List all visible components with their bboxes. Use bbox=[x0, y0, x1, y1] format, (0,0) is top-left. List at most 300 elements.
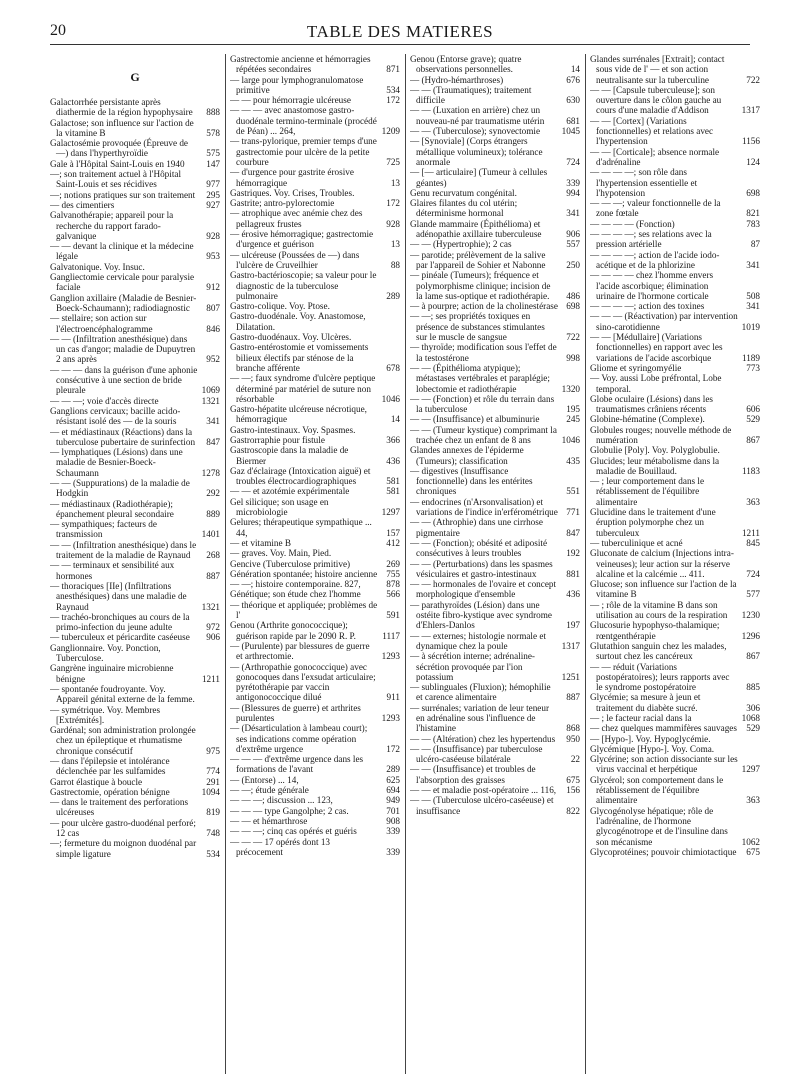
index-entry-page: 13 bbox=[390, 177, 400, 188]
index-entry-page: 508 bbox=[746, 290, 760, 301]
index-entry-text: Glaires filantes du col utérin; déterminisme hormonal bbox=[410, 198, 518, 219]
index-entry-text: —; notions pratiques sur son traitement bbox=[50, 189, 196, 200]
index-entry-page: 14 bbox=[390, 414, 400, 425]
index-entry-text: — — —; voie d'accès directe bbox=[50, 395, 159, 406]
index-entry bbox=[410, 538, 580, 559]
index-entry-page: 928 bbox=[386, 218, 400, 229]
index-entry-page: 289 bbox=[386, 764, 400, 775]
index-entry-page: 339 bbox=[386, 826, 400, 837]
index-entry-page: 724 bbox=[746, 568, 760, 579]
index-entry-page: 678 bbox=[386, 362, 400, 373]
index-entry bbox=[50, 519, 220, 540]
index-entry-text: — — et maladie post-opératoire ... 116, bbox=[410, 785, 557, 796]
index-entry-text: — — pour hémorragie ulcéreuse bbox=[230, 95, 351, 106]
index-entry-text: Genou (Entorse grave); quatre observations personnelles. bbox=[410, 54, 522, 75]
index-entry-text: — et médiastinaux (Réactions) dans la tuberculose pubertaire de surinfection bbox=[50, 426, 196, 447]
index-entry bbox=[50, 406, 220, 427]
index-entry bbox=[50, 272, 220, 293]
index-entry bbox=[230, 342, 400, 373]
index-entry-text: Gardénal; son administration prolongée chez un épileptique et rhumatisme chronique consécutif bbox=[50, 725, 196, 756]
index-entry-text: Globulie [Poly]. Voy. Polyglobulie. bbox=[590, 445, 720, 456]
index-entry-text: — — —; discussion ... 123, bbox=[230, 795, 333, 806]
index-entry-text: — à pourpre; action de la cholinestérase bbox=[410, 301, 558, 312]
index-entry bbox=[50, 447, 220, 478]
index-entry-page: 566 bbox=[386, 589, 400, 600]
index-entry-text: Génération spontanée; histoire ancienne bbox=[230, 568, 378, 579]
index-entry bbox=[230, 208, 400, 229]
index-entry-page: 269 bbox=[386, 558, 400, 569]
index-entry-page: 681 bbox=[566, 115, 580, 126]
index-entry-page: 675 bbox=[746, 846, 760, 857]
index-entry-text: Gastro-entérostomie et vomissements bilieux électifs par sténose de la branche afférente bbox=[230, 342, 369, 373]
index-entry-page: 906 bbox=[206, 632, 220, 643]
index-entry bbox=[410, 136, 580, 167]
index-entry bbox=[230, 589, 400, 599]
index-entry bbox=[50, 159, 220, 169]
index-columns bbox=[50, 54, 760, 1074]
index-entry bbox=[590, 311, 760, 332]
index-entry-text: Glucides; leur métabolisme dans la maladie de Bouillaud. bbox=[590, 455, 720, 476]
index-entry-page: 339 bbox=[566, 177, 580, 188]
index-entry-page: 295 bbox=[206, 189, 220, 200]
index-entry-page: 867 bbox=[746, 434, 760, 445]
index-entry-page: 1019 bbox=[741, 321, 760, 332]
index-entry bbox=[230, 229, 400, 250]
index-entry bbox=[50, 663, 220, 684]
index-entry bbox=[590, 85, 760, 116]
index-entry-page: 847 bbox=[566, 527, 580, 538]
index-entry bbox=[50, 396, 220, 406]
index-entry-page: 341 bbox=[566, 208, 580, 219]
index-entry-text: Gastro-duodénale. Voy. Anastomose, Dilatation. bbox=[230, 311, 366, 332]
index-entry-page: 1045 bbox=[561, 126, 580, 137]
index-entry bbox=[230, 136, 400, 167]
index-entry-page: 1156 bbox=[741, 136, 760, 147]
index-entry-page: 748 bbox=[206, 828, 220, 839]
index-entry bbox=[410, 682, 580, 703]
index-entry bbox=[230, 95, 400, 105]
index-entry bbox=[410, 579, 580, 600]
index-entry-text: Gale à l'Hôpital Saint-Louis en 1940 bbox=[50, 158, 185, 169]
index-entry-text: — — (Infiltration anesthésique) dans un cas d'angor; maladie de Dupuytren 2 ans après bbox=[50, 333, 196, 365]
index-entry-text: — sympathiques; facteurs de transmission bbox=[50, 519, 157, 540]
index-entry-text: — — (Infiltration anesthésique) dans le traitement de la maladie de Raynaud bbox=[50, 539, 197, 561]
index-entry-text: Gangliectomie cervicale pour paralysie faciale bbox=[50, 272, 195, 293]
index-entry-page: 1211 bbox=[201, 673, 220, 684]
index-entry-page: 819 bbox=[206, 807, 220, 818]
index-entry-text: — — — —; son rôle dans l'hypertension essentielle et l'hypotension bbox=[590, 167, 698, 198]
index-entry-text: Glycérine; son action dissociante sur les virus vaccinal et herpétique bbox=[590, 754, 738, 775]
index-entry bbox=[410, 219, 580, 240]
index-entry bbox=[590, 476, 760, 507]
index-entry bbox=[410, 785, 580, 795]
index-entry-page: 630 bbox=[566, 95, 580, 106]
index-column-3 bbox=[410, 54, 580, 1074]
index-entry-text: Galvatonique. Voy. Insuc. bbox=[50, 261, 145, 272]
index-entry-text: — — (Fonction) et rôle du terrain dans la tuberculose bbox=[410, 393, 555, 415]
index-entry-page: 771 bbox=[566, 507, 580, 518]
index-entry-text: — — — —; action des toxines bbox=[590, 301, 705, 312]
index-entry-text: — thoraciques [IIe] (Infiltrations anesthésiques) dans une maladie de Raynaud bbox=[50, 580, 187, 612]
index-entry-page: 1297 bbox=[741, 764, 760, 775]
index-entry-page: 724 bbox=[566, 156, 580, 167]
index-entry-text: — — (Épithélioma atypique); métastases vertébrales et paraplégie; lobectomie et radiothérapie bbox=[410, 362, 550, 394]
index-entry-page: 881 bbox=[566, 568, 580, 579]
index-entry bbox=[50, 210, 220, 241]
index-entry-text: — — terminaux et sensibilité aux hormones bbox=[50, 560, 175, 581]
index-entry-text: Glycérol; son comportement dans le rétablissement de l'équilibre alimentaire bbox=[590, 774, 724, 806]
index-entry-text: —; fermeture du moignon duodénal par simple ligature bbox=[50, 838, 197, 859]
index-entry bbox=[230, 373, 400, 404]
index-entry bbox=[590, 744, 760, 754]
index-entry-page: 972 bbox=[206, 622, 220, 633]
index-entry-page: 534 bbox=[386, 84, 400, 95]
index-entry bbox=[410, 414, 580, 424]
header-rule bbox=[50, 44, 750, 45]
index-entry-text: Glycémique [Hypo-]. Voy. Coma. bbox=[590, 743, 715, 754]
index-entry bbox=[410, 795, 580, 816]
index-entry bbox=[590, 579, 760, 600]
index-entry bbox=[50, 365, 220, 396]
index-entry-text: — — (Traumatiques); traitement difficile bbox=[410, 84, 532, 106]
index-entry bbox=[590, 734, 760, 744]
index-entry bbox=[50, 612, 220, 633]
index-entry-text: Glutathion sanguin chez les malades, surtout chez les cancéreux bbox=[590, 640, 727, 662]
index-entry-page: 575 bbox=[206, 148, 220, 159]
index-entry bbox=[590, 270, 760, 301]
index-entry-text: — médiastinaux (Radiothérapie); épanchement pleural secondaire bbox=[50, 498, 174, 519]
index-entry-text: — — — 17 opérés dont 13 précocement bbox=[230, 836, 331, 857]
index-entry bbox=[50, 478, 220, 499]
index-entry-page: 124 bbox=[746, 156, 760, 167]
index-entry bbox=[50, 169, 220, 190]
index-entry bbox=[230, 662, 400, 703]
index-entry-text: — chez quelques mammifères sauvages bbox=[590, 723, 737, 734]
index-entry bbox=[410, 105, 580, 126]
index-entry-page: 1117 bbox=[382, 630, 400, 641]
index-entry bbox=[50, 725, 220, 756]
index-entry-text: — — devant la clinique et la médecine légale bbox=[50, 241, 194, 262]
index-entry-page: 197 bbox=[566, 620, 580, 631]
index-entry-text: — à sécrétion interne; adrénaline-sécrétion provoquée par l'ion potassium bbox=[410, 651, 535, 682]
index-entry-text: Galactose; son influence sur l'action de la vitamine B bbox=[50, 117, 194, 138]
index-entry-page: 1062 bbox=[741, 836, 760, 847]
index-entry bbox=[410, 75, 580, 85]
index-entry bbox=[590, 641, 760, 662]
index-entry bbox=[410, 764, 580, 785]
index-entry bbox=[50, 499, 220, 520]
index-entry bbox=[230, 486, 400, 496]
index-entry-text: — — [Corticale]; absence normale d'adrénaline bbox=[590, 146, 720, 167]
index-entry-page: 783 bbox=[746, 218, 760, 229]
index-entry-text: Galactosémie provoquée (Épreuve de —) dans l'hyperthyroïdie bbox=[50, 138, 189, 159]
index-entry-page: 1183 bbox=[741, 465, 760, 476]
index-entry-page: 868 bbox=[566, 723, 580, 734]
index-entry-text: — — — type Gangolphe; 2 cas. bbox=[230, 805, 349, 816]
index-entry-page: 606 bbox=[746, 404, 760, 415]
index-entry-text: — — — —; action de l'acide iodo-acétique et de la phlorizine bbox=[590, 249, 720, 270]
index-entry bbox=[230, 404, 400, 425]
index-entry bbox=[590, 301, 760, 311]
index-entry-text: Gastro-colique. Voy. Ptose. bbox=[230, 301, 330, 312]
index-entry-page: 436 bbox=[386, 455, 400, 466]
index-entry bbox=[590, 54, 760, 85]
index-entry-page: 625 bbox=[386, 774, 400, 785]
index-entry-page: 14 bbox=[570, 64, 580, 75]
index-entry bbox=[410, 559, 580, 580]
index-entry bbox=[230, 785, 400, 795]
index-entry bbox=[410, 631, 580, 652]
index-entry bbox=[230, 54, 400, 75]
index-entry-page: 912 bbox=[206, 282, 220, 293]
index-entry-text: — ; rôle de la vitamine B dans son utilisation au cours de la respiration bbox=[590, 599, 728, 621]
index-entry bbox=[590, 806, 760, 847]
index-entry-text: Globules rouges; nouvelle méthode de numération bbox=[590, 424, 732, 445]
index-entry-page: 1069 bbox=[201, 385, 220, 396]
index-entry-page: 1296 bbox=[741, 630, 760, 641]
index-entry bbox=[230, 837, 400, 858]
index-entry-text: — parotide; prélèvement de la salive par l'appareil de Sohier et Nabonne bbox=[410, 249, 546, 270]
index-entry-page: 147 bbox=[206, 158, 220, 169]
section-letter: G bbox=[130, 70, 140, 84]
index-entry bbox=[50, 838, 220, 859]
index-entry bbox=[410, 167, 580, 188]
index-entry-page: 1293 bbox=[381, 651, 400, 662]
index-entry bbox=[590, 548, 760, 579]
index-entry bbox=[50, 190, 220, 200]
index-entry-text: Génétique; son étude chez l'homme bbox=[230, 589, 361, 600]
index-entry-page: 1278 bbox=[201, 467, 220, 478]
index-entry-page: 529 bbox=[746, 723, 760, 734]
index-entry-text: — — [Cortex] (Variations fonctionnelles) et relations avec l'hypertension bbox=[590, 115, 714, 147]
index-entry bbox=[590, 445, 760, 455]
index-entry bbox=[230, 301, 400, 311]
index-entry bbox=[590, 198, 760, 219]
index-entry-text: — — (Insuffisance) par tuberculose ulcéro-caséeuse bilatérale bbox=[410, 743, 543, 765]
index-entry bbox=[410, 54, 580, 75]
index-entry bbox=[590, 332, 760, 363]
index-entry-text: — — (Luxation en arrière) chez un nouveau-né par traumatisme utérin bbox=[410, 105, 545, 126]
index-entry-text: Galvanothérapie; appareil pour la recherche du rapport farado-galvanique bbox=[50, 210, 174, 241]
index-entry-page: 927 bbox=[206, 199, 220, 210]
index-entry-page: 366 bbox=[386, 434, 400, 445]
column-divider bbox=[225, 54, 226, 1074]
index-entry-page: 867 bbox=[746, 651, 760, 662]
index-entry-page: 1046 bbox=[561, 434, 580, 445]
index-entry bbox=[590, 847, 760, 857]
index-entry-page: 1297 bbox=[381, 507, 400, 518]
index-entry-page: 245 bbox=[566, 414, 580, 425]
index-entry-text: — d'urgence pour gastrite érosive hémorragique bbox=[230, 167, 354, 188]
index-entry bbox=[50, 241, 220, 262]
index-entry bbox=[50, 818, 220, 839]
index-entry-page: 192 bbox=[566, 548, 580, 559]
index-entry-text: — lymphatiques (Lésions) dans une maladie de Besnier-Boeck-Schaumann bbox=[50, 447, 183, 478]
index-entry bbox=[230, 332, 400, 342]
index-entry-text: — [Hypo-]. Voy. Hypoglycémie. bbox=[590, 733, 711, 744]
index-entry bbox=[230, 270, 400, 301]
index-entry bbox=[230, 188, 400, 198]
page-title: TABLE DES MATIERES bbox=[306, 22, 494, 41]
index-entry-text: Gastro-intestinaux. Voy. Spasmes. bbox=[230, 424, 356, 435]
index-entry-text: Ganglion axillaire (Maladie de Besnier-Boeck-Schaumann); radiodiagnostic bbox=[50, 292, 197, 313]
index-entry-text: — — (Insuffisance) et albuminurie bbox=[410, 414, 540, 425]
index-entry-text: — (Purulente) par blessures de guerre et arthrectomie. bbox=[230, 640, 370, 662]
index-entry bbox=[410, 497, 580, 518]
index-entry-text: — (Entorse) ... 14, bbox=[230, 774, 299, 785]
index-entry-page: 577 bbox=[746, 589, 760, 600]
index-entry bbox=[410, 198, 580, 219]
index-entry-text: — — (Athrophie) dans une cirrhose pigmentaire bbox=[410, 517, 543, 538]
index-entry-page: 339 bbox=[386, 846, 400, 857]
index-entry-page: 1293 bbox=[381, 713, 400, 723]
index-entry-page: 1317 bbox=[561, 640, 580, 651]
index-entry-page: 1317 bbox=[741, 105, 760, 116]
index-entry bbox=[590, 425, 760, 446]
index-entry bbox=[50, 684, 220, 705]
index-entry-text: — — (Insuffisance) et troubles de l'absorption des graisses bbox=[410, 764, 536, 785]
index-entry-text: — surrénales; variation de leur teneur en adrénaline sous l'influence de l'histamine bbox=[410, 702, 550, 734]
index-entry bbox=[410, 445, 580, 466]
index-entry bbox=[590, 456, 760, 477]
index-entry-text: Gel silicique; son usage en microbiologie bbox=[230, 496, 329, 518]
index-entry bbox=[410, 188, 580, 198]
index-entry-text: — — — — (Fonction) bbox=[590, 218, 675, 229]
index-entry bbox=[410, 703, 580, 734]
index-entry bbox=[230, 435, 400, 445]
index-entry-text: — ; le facteur racial dans la bbox=[590, 713, 692, 723]
index-entry-text: — — — —; ses relations avec la pression artérielle bbox=[590, 229, 712, 250]
index-entry bbox=[50, 777, 220, 787]
index-entry-text: — —; étude générale bbox=[230, 785, 309, 796]
index-entry bbox=[50, 756, 220, 777]
index-entry-page: 156 bbox=[566, 785, 580, 796]
index-entry bbox=[410, 466, 580, 497]
index-entry bbox=[230, 703, 400, 724]
index-entry-page: 887 bbox=[566, 692, 580, 703]
index-entry bbox=[410, 342, 580, 363]
index-entry bbox=[230, 517, 400, 538]
index-entry-page: 698 bbox=[746, 187, 760, 198]
index-entry bbox=[410, 425, 580, 446]
index-entry-text: — — externes; histologie normale et dynamique chez la poule bbox=[410, 630, 546, 651]
index-entry bbox=[230, 620, 400, 641]
index-entry-page: 341 bbox=[746, 301, 760, 312]
index-entry-text: — érosive hémorragique; gastrectomie d'urgence et guérison bbox=[230, 229, 374, 250]
index-entry-page: 675 bbox=[566, 774, 580, 785]
index-entry-page: 268 bbox=[206, 550, 220, 561]
index-entry-text: Ganglionnaire. Voy. Ponction, Tuberculose. bbox=[50, 642, 161, 664]
index-entry-page: 998 bbox=[566, 352, 580, 363]
index-entry-page: 949 bbox=[386, 795, 400, 806]
index-entry-page: 928 bbox=[206, 230, 220, 241]
index-entry-text: — trans-pylorique, premier temps d'une gastrectomie pour ulcère de la petite courbure bbox=[230, 136, 377, 167]
index-entry-page: 821 bbox=[746, 208, 760, 219]
index-entry bbox=[50, 540, 220, 561]
index-entry-page: 722 bbox=[566, 332, 580, 343]
index-entry bbox=[230, 600, 400, 621]
index-entry-page: 994 bbox=[566, 187, 580, 198]
index-entry-page: 578 bbox=[206, 127, 220, 138]
index-entry bbox=[590, 373, 760, 394]
index-entry-text: — pour ulcère gastro-duodénal perforé; 12 cas bbox=[50, 817, 196, 839]
index-column-2 bbox=[230, 54, 400, 1074]
index-entry-page: 557 bbox=[566, 239, 580, 250]
column-divider bbox=[405, 54, 406, 1074]
index-entry-page: 529 bbox=[746, 414, 760, 425]
index-entry-page: 755 bbox=[386, 568, 400, 579]
index-entry bbox=[410, 311, 580, 342]
index-entry-page: 591 bbox=[386, 610, 400, 621]
index-entry-text: — — (Suppurations) de la maladie de Hodgkin bbox=[50, 477, 190, 499]
index-entry bbox=[410, 394, 580, 415]
index-entry-text: — tuberculeux et péricardite caséeuse bbox=[50, 632, 190, 643]
index-entry-page: 306 bbox=[746, 702, 760, 713]
index-entry bbox=[590, 363, 760, 373]
index-entry-page: 22 bbox=[570, 754, 580, 765]
index-entry-page: 87 bbox=[750, 239, 760, 250]
index-entry-page: 88 bbox=[390, 259, 400, 270]
index-entry bbox=[230, 795, 400, 805]
index-entry-text: — —; histoire contemporaine. 827, bbox=[230, 579, 361, 590]
index-entry-page: 953 bbox=[206, 251, 220, 262]
index-entry-text: — digestives (Insuffisance fonctionnelle) dans les entérites chroniques bbox=[410, 465, 533, 497]
index-entry-text: Gliome et syringomyélie bbox=[590, 362, 682, 373]
index-entry bbox=[50, 787, 220, 797]
index-entry-text: — — hormonales de l'ovaire et concept morphologique d'ensemble bbox=[410, 579, 557, 600]
index-entry-text: — (Désarticulation à lambeau court); ses indications comme opération d'extrême urgence bbox=[230, 723, 368, 754]
index-entry-text: — dans l'épilepsie et intolérance déclenchée par les sulfamides bbox=[50, 756, 170, 777]
index-entry bbox=[410, 734, 580, 744]
index-entry bbox=[590, 600, 760, 621]
index-entry-text: — thyroïde; modification sous l'effet de la testostérone bbox=[410, 342, 557, 363]
index-entry bbox=[410, 126, 580, 136]
index-entry bbox=[410, 517, 580, 538]
index-entry-page: 1401 bbox=[201, 529, 220, 540]
index-entry-page: 1251 bbox=[561, 671, 580, 682]
index-entry-text: — endocrines (n'Arsonvalisation) et variations de l'indice in'erférométrique bbox=[410, 496, 558, 518]
index-entry-text: — — — avec anastomose gastro-duodénale termino-terminale (procédé de Péan) ... 264, bbox=[230, 105, 377, 137]
index-entry bbox=[50, 427, 220, 448]
index-entry-page: 363 bbox=[746, 496, 760, 507]
index-entry-page: 845 bbox=[746, 537, 760, 548]
index-entry-page: 774 bbox=[206, 766, 220, 777]
index-entry-text: Garrot élastique à boucle bbox=[50, 776, 143, 787]
index-entry-text: — — (Tuberculose ulcéro-caséeuse) et insuffisance bbox=[410, 795, 554, 816]
index-entry-page: 172 bbox=[386, 198, 400, 209]
index-entry-text: — — (Tuberculose); synovectomie bbox=[410, 126, 541, 137]
index-entry-text: — large pour lymphogranulomatose primitive bbox=[230, 74, 364, 95]
index-entry-page: 341 bbox=[206, 416, 220, 427]
index-entry bbox=[410, 744, 580, 765]
index-entry-page: 701 bbox=[386, 805, 400, 816]
index-entry-page: 1046 bbox=[381, 393, 400, 404]
index-entry-text: Gastrectomie ancienne et hémorragies répétées secondaires bbox=[230, 54, 371, 75]
index-entry bbox=[50, 797, 220, 818]
index-entry-page: 157 bbox=[386, 527, 400, 538]
index-column-4 bbox=[590, 54, 760, 1074]
index-entry bbox=[590, 250, 760, 271]
index-entry-text: — pinéale (Tumeurs); fréquence et polymorphisme clinique; incision de la lame sus-optique et radiothérapie. bbox=[410, 270, 551, 301]
index-entry-page: 722 bbox=[746, 74, 760, 85]
index-entry bbox=[230, 497, 400, 518]
index-entry-page: 1094 bbox=[201, 786, 220, 797]
index-entry-text: —; son traitement actuel à l'Hôpital Saint-Louis et ses récidives bbox=[50, 169, 182, 190]
index-entry-text: Glycogénolyse hépatique; rôle de l'adrénaline, de l'hormone glycogénotrope et de l'insuline dans son mécanisme bbox=[590, 805, 728, 847]
index-entry bbox=[590, 167, 760, 198]
index-entry-text: Glycoprotéines; pouvoir chimiotactique bbox=[590, 846, 737, 857]
index-entry bbox=[230, 754, 400, 775]
